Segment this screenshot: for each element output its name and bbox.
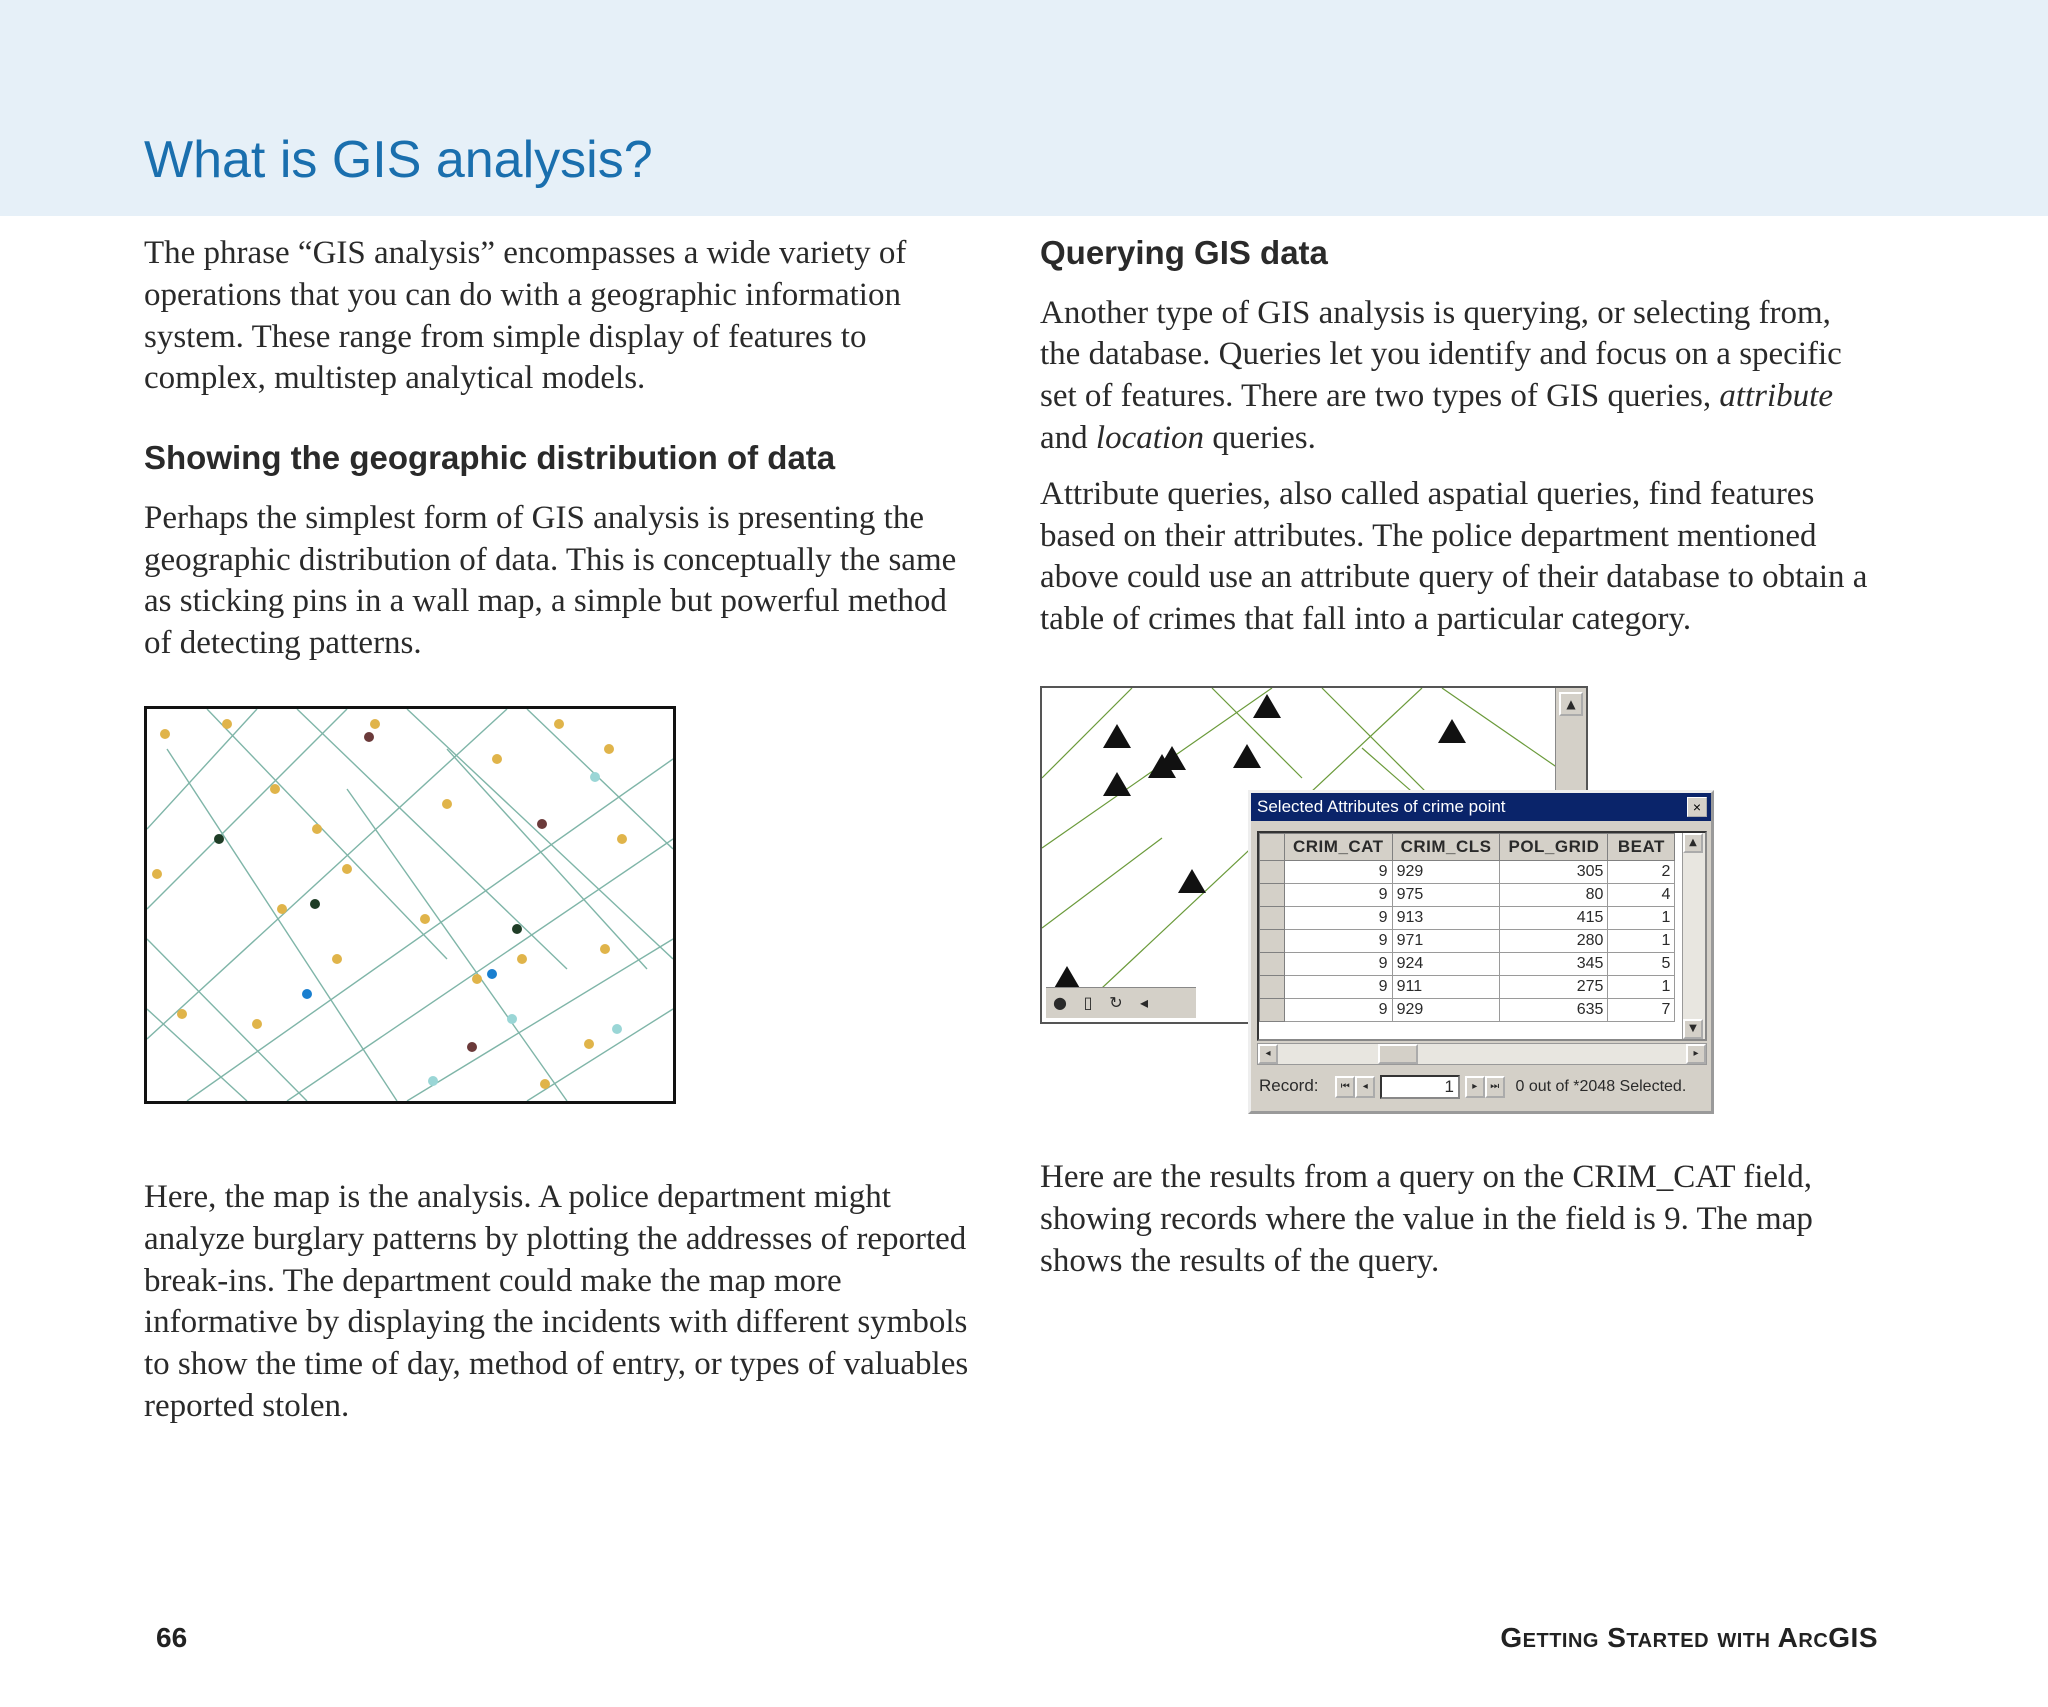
table-cell: 929: [1392, 999, 1500, 1022]
table-cell: 5: [1608, 953, 1675, 976]
map-pin: [312, 824, 322, 834]
street: [147, 709, 507, 1039]
gis-query-figure: [1040, 686, 1716, 1116]
refresh-icon[interactable]: ↻: [1109, 993, 1123, 1012]
table-cell: 80: [1500, 884, 1608, 907]
map-pin: [507, 1014, 517, 1024]
table-cell: 415: [1500, 907, 1608, 930]
map-pin: [270, 784, 280, 794]
map-pin: [214, 834, 224, 844]
row-selector[interactable]: [1260, 930, 1285, 953]
table-cell: 9: [1285, 930, 1393, 953]
table-cell: 9: [1285, 976, 1393, 999]
street: [527, 1009, 673, 1101]
map-pin: [604, 744, 614, 754]
globe-icon[interactable]: ●: [1053, 993, 1067, 1012]
map-pin: [442, 799, 452, 809]
term-attribute: attribute: [1719, 378, 1833, 415]
table-row[interactable]: [1260, 930, 1675, 953]
table-row[interactable]: [1260, 884, 1675, 907]
street: [207, 709, 447, 959]
scroll-right-icon[interactable]: ▸: [1686, 1044, 1706, 1064]
row-selector[interactable]: [1260, 907, 1285, 930]
table-vertical-scrollbar[interactable]: [1682, 833, 1705, 1039]
querying-text-1: Another type of GIS analysis is querying, or selecting from, the database. Queries let you identify and focus on a specific set of features. There are two types of GIS queries,: [1040, 294, 1842, 415]
table-cell: 1: [1608, 907, 1675, 930]
street: [147, 709, 257, 829]
crime-point-marker: [1053, 966, 1081, 988]
crime-point-marker: [1103, 772, 1131, 796]
column-header[interactable]: CRIM_CAT: [1285, 834, 1393, 861]
page-number: 66: [156, 1622, 188, 1653]
street: [347, 789, 567, 1101]
table-cell: 9: [1285, 884, 1393, 907]
scroll-up-icon[interactable]: ▲: [1683, 833, 1703, 853]
previous-record-icon[interactable]: ◂: [1355, 1076, 1375, 1098]
street: [407, 709, 673, 959]
map-pin: [540, 1079, 550, 1089]
map-pin: [252, 1019, 262, 1029]
map-pin: [222, 719, 232, 729]
querying-text-2: and: [1040, 419, 1096, 456]
left-column: [144, 233, 974, 665]
map-pin: [332, 954, 342, 964]
street: [407, 939, 673, 1101]
section-heading-distribution: Showing the geographic distribution of data: [144, 439, 836, 477]
table-cell: 924: [1392, 953, 1500, 976]
table-cell: 913: [1392, 907, 1500, 930]
street: [447, 749, 647, 969]
map-pin: [584, 1039, 594, 1049]
map-pin: [492, 754, 502, 764]
querying-paragraph: [1040, 293, 1870, 460]
table-row[interactable]: [1260, 861, 1675, 884]
table-row[interactable]: [1260, 976, 1675, 999]
map-pin: [177, 1009, 187, 1019]
table-row[interactable]: [1260, 907, 1675, 930]
attribute-query-paragraph: Attribute queries, also called aspatial queries, find features based on their attributes. The police department mentioned above could use an attribute query of their database to obtain a table of crimes that fall into a particular category.: [1040, 475, 1868, 638]
table-cell: 275: [1500, 976, 1608, 999]
table-cell: 975: [1392, 884, 1500, 907]
street: [147, 709, 347, 909]
book-title: Getting Started with ArcGIS: [1500, 1622, 1878, 1653]
map-pin: [160, 729, 170, 739]
table-cell: 1: [1608, 930, 1675, 953]
table-cell: 9: [1285, 907, 1393, 930]
map-caption: Here, the map is the analysis. A police department might analyze burglary patterns by plotting the addresses of reported break-ins. The department could make the map more informative by displaying the incidents with different symbols to show the time of day, method of entry, or types of valuables reported stolen.: [144, 1179, 969, 1424]
map-pin: [277, 904, 287, 914]
table-cell: 911: [1392, 976, 1500, 999]
map-pin: [617, 834, 627, 844]
street: [187, 759, 673, 1101]
map-pin: [302, 989, 312, 999]
column-header[interactable]: POL_GRID: [1500, 834, 1608, 861]
map-pin: [152, 869, 162, 879]
first-record-icon[interactable]: ⏮: [1335, 1076, 1355, 1098]
page-title: What is GIS analysis?: [144, 131, 653, 189]
table-cell: 635: [1500, 999, 1608, 1022]
street-map: [147, 709, 673, 1101]
crime-point-marker: [1233, 744, 1261, 768]
crime-point-marker: [1438, 719, 1466, 743]
selection-status: 0 out of *2048 Selected.: [1515, 1078, 1687, 1095]
record-label: Record:: [1259, 1076, 1319, 1095]
gis-street: [1442, 688, 1558, 768]
map-pin: [554, 719, 564, 729]
right-column: [1040, 233, 1870, 641]
table-cell: 4: [1608, 884, 1675, 907]
record-number-input[interactable]: 1: [1380, 1075, 1460, 1099]
table-cell: 280: [1500, 930, 1608, 953]
attribute-window-titlebar: [1251, 793, 1711, 821]
street: [297, 709, 567, 969]
burglary-map-figure: [144, 706, 676, 1104]
map-pin: [512, 924, 522, 934]
next-record-icon[interactable]: ▸: [1465, 1076, 1485, 1098]
section-heading-querying: Querying GIS data: [1040, 234, 1328, 271]
row-selector[interactable]: [1260, 861, 1285, 884]
last-record-icon[interactable]: ⏭: [1485, 1076, 1505, 1098]
map-pin: [428, 1076, 438, 1086]
row-selector[interactable]: [1260, 976, 1285, 999]
column-header[interactable]: BEAT: [1608, 834, 1675, 861]
street: [287, 839, 673, 1101]
street: [167, 749, 397, 1101]
map-pin: [517, 954, 527, 964]
page-icon[interactable]: ▯: [1083, 993, 1093, 1012]
record-navigator: [1259, 1071, 1709, 1101]
map-pin: [612, 1024, 622, 1034]
scroll-thumb[interactable]: [1378, 1044, 1418, 1064]
row-selector[interactable]: [1260, 953, 1285, 976]
scroll-down-icon[interactable]: ▼: [1683, 1019, 1703, 1039]
map-pin: [370, 719, 380, 729]
crime-point-marker: [1103, 724, 1131, 748]
scroll-left-icon[interactable]: ◂: [1139, 993, 1149, 1012]
table-cell: 1: [1608, 976, 1675, 999]
table-horizontal-scrollbar[interactable]: [1257, 1043, 1707, 1065]
close-icon[interactable]: ×: [1687, 797, 1707, 817]
row-selector[interactable]: [1260, 999, 1285, 1022]
querying-text-3: queries.: [1204, 419, 1316, 456]
scroll-up-icon[interactable]: ▲: [1559, 692, 1583, 716]
attribute-window: [1248, 790, 1714, 1114]
table-row[interactable]: [1260, 999, 1675, 1022]
table-cell: 2: [1608, 861, 1675, 884]
table-cell: 9: [1285, 861, 1393, 884]
table-header-row: [1260, 834, 1675, 861]
map-pin: [590, 772, 600, 782]
intro-paragraph: The phrase “GIS analysis” encompasses a wide variety of operations that you can do with a geographic information system. These range from simple display of features to complex, multistep analytical models.: [144, 235, 907, 397]
map-pin: [472, 974, 482, 984]
table-cell: 7: [1608, 999, 1675, 1022]
table-cell: 9: [1285, 999, 1393, 1022]
map-pin: [600, 944, 610, 954]
row-selector[interactable]: [1260, 884, 1285, 907]
map-pin: [537, 819, 547, 829]
map-pin: [310, 899, 320, 909]
table-cell: 971: [1392, 930, 1500, 953]
street: [147, 939, 307, 1101]
term-location: location: [1095, 419, 1205, 456]
gis-street: [1042, 838, 1162, 928]
map-view-toolbar: [1046, 987, 1196, 1018]
street: [147, 1009, 247, 1101]
column-header[interactable]: CRIM_CLS: [1392, 834, 1500, 861]
table-cell: 9: [1285, 953, 1393, 976]
query-caption: Here are the results from a query on the CRIM_CAT field, showing records where the value in the field is 9. The map shows the results of the query.: [1040, 1159, 1813, 1279]
row-selector-header[interactable]: [1260, 834, 1285, 861]
crime-point-marker: [1178, 869, 1206, 893]
distribution-paragraph: Perhaps the simplest form of GIS analysis is presenting the geographic distribution of data. This is conceptually the same as sticking pins in a wall map, a simple but powerful method of detecting patterns.: [144, 499, 957, 662]
table-cell: 305: [1500, 861, 1608, 884]
table-cell: 929: [1392, 861, 1500, 884]
table-row[interactable]: [1260, 953, 1675, 976]
map-pin: [487, 969, 497, 979]
attribute-window-title: Selected Attributes of crime point: [1257, 797, 1506, 816]
attribute-table: [1257, 831, 1707, 1041]
street: [527, 709, 673, 849]
map-pin: [364, 732, 374, 742]
scroll-left-icon[interactable]: ◂: [1258, 1044, 1278, 1064]
map-pin: [420, 914, 430, 924]
map-pin: [342, 864, 352, 874]
map-pin: [467, 1042, 477, 1052]
table-cell: 345: [1500, 953, 1608, 976]
